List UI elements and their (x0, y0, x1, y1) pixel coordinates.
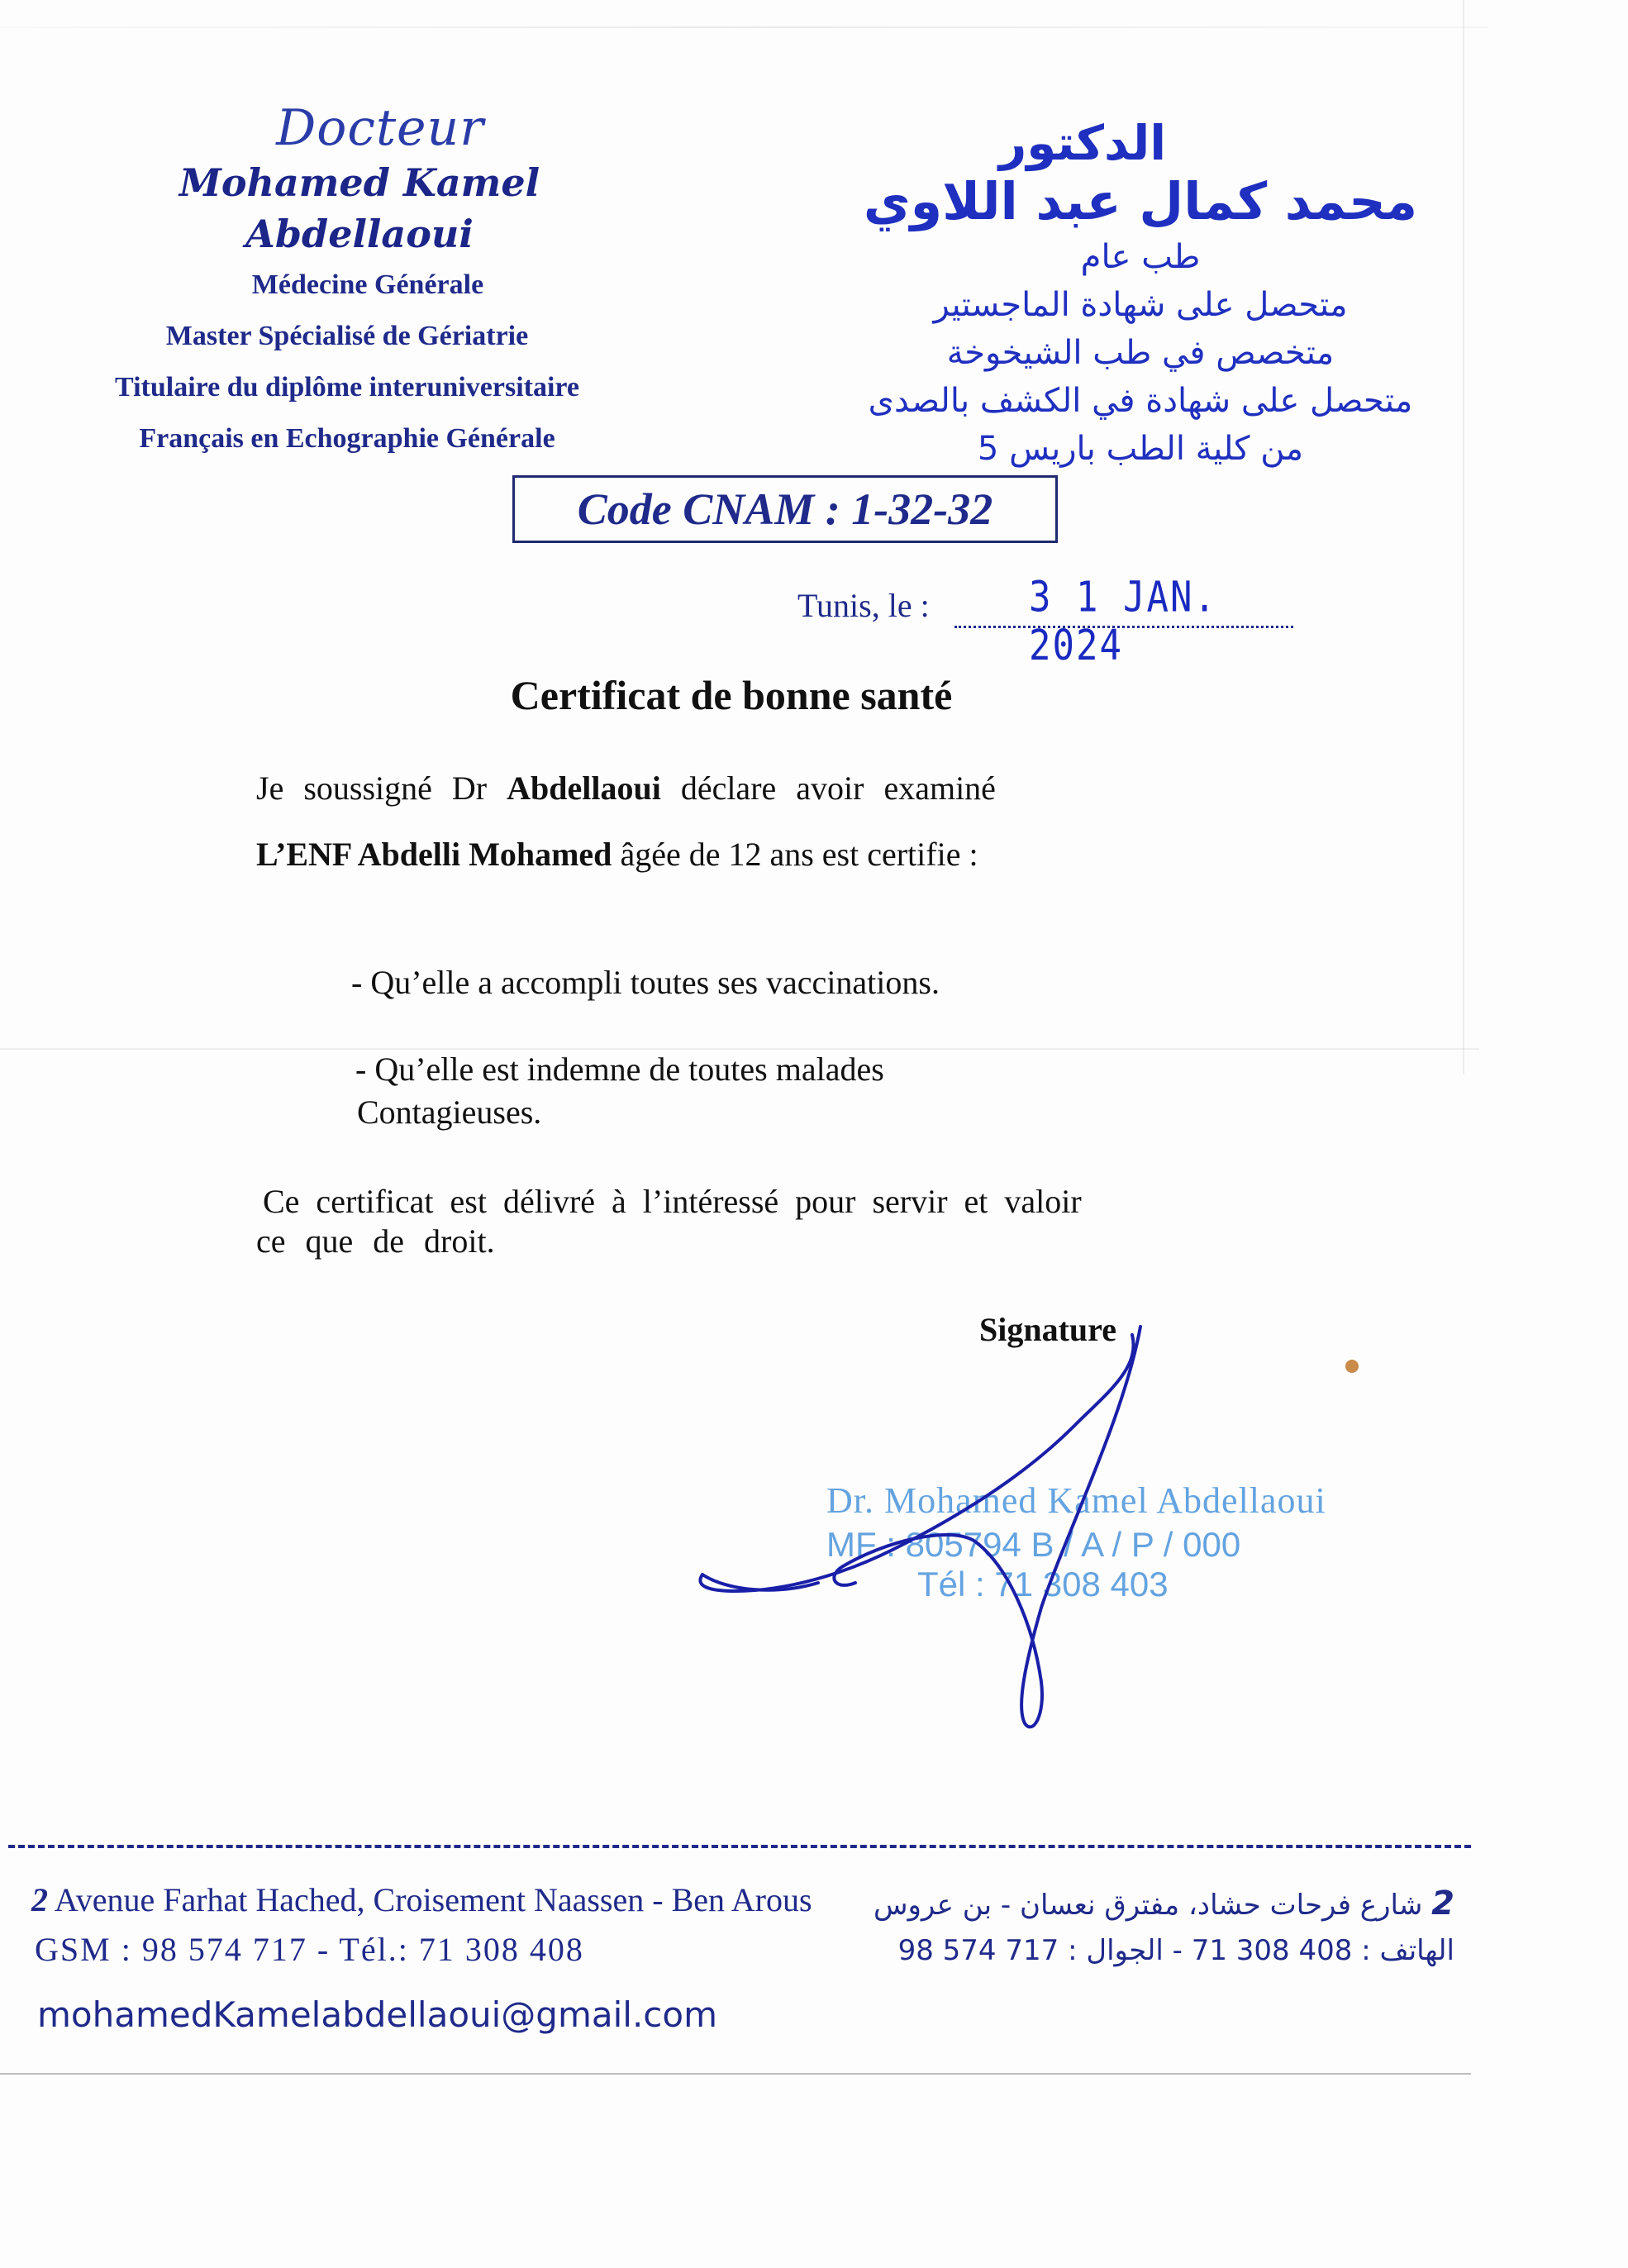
date-line (797, 573, 1326, 670)
declaration-text: déclare avoir examiné (660, 770, 996, 807)
date-label: Tunis, le : (797, 587, 930, 624)
closing-line: Ce certificat est délivré à l’intéressé pour servir et valoir (263, 1183, 1082, 1220)
certificate-title: Certificat de bonne santé (510, 672, 953, 718)
doctor-name-arabic: محمد كمال عبد اللاوي (863, 171, 1418, 231)
specialty-line: Français en Echographie Générale (139, 423, 555, 454)
stamp-mf: MF : 805794 B / A / P / 000 (826, 1525, 1241, 1564)
specialty-line-arabic: متحصل على شهادة في الكشف بالصدى (868, 382, 1413, 420)
doctor-surname: Abdellaoui (507, 770, 661, 807)
specialty-line-arabic: من كلية الطب باريس 5 (977, 430, 1304, 468)
patient-age-text: âgée de 12 ans est certifie : (612, 836, 978, 873)
doctor-title: Docteur (276, 99, 484, 157)
declaration-line (256, 769, 996, 808)
certification-item: - Qu’elle est indemne de toutes malades (355, 1051, 884, 1088)
letterhead-right-arabic (843, 116, 1438, 473)
specialty-line: Titulaire du diplôme interuniversitaire (115, 372, 579, 403)
specialty-line-arabic: متحصل على شهادة الماجستير (933, 286, 1348, 324)
closing-line: ce que de droit. (256, 1222, 495, 1260)
patient-name: L’ENF Abdelli Mohamed (256, 836, 612, 873)
certification-item: - Qu’elle a accompli toutes ses vaccinations. (351, 964, 940, 1001)
address-number: 2 (31, 1881, 48, 1918)
specialty-line-arabic: متخصص في طب الشيخوخة (946, 334, 1335, 372)
specialty-line-arabic: طب عام (1080, 238, 1201, 276)
date-stamp: 3 1 JAN. 2024 (1029, 573, 1217, 670)
handwritten-signature (678, 1318, 1173, 1748)
doctor-name: Mohamed Kamel Abdellaoui (179, 160, 540, 256)
specialty-line: Médecine Générale (251, 269, 484, 300)
footer-address-arabic (876, 1884, 1454, 1923)
stamp-name: Dr. Mohamed Kamel Abdellaoui (826, 1480, 1326, 1521)
paper-fold-bottom (0, 2073, 1471, 2075)
footer-email: mohamedKamelabdellaoui@gmail.com (37, 1994, 717, 2035)
address-text: Avenue Farhat Hached, Croisement Naassen - Ben Arous (48, 1881, 812, 1918)
letterhead-left (50, 99, 645, 465)
specialty-line: Master Spécialisé de Gériatrie (165, 321, 529, 351)
patient-line (256, 835, 978, 874)
footer-address (31, 1880, 812, 1919)
address-number-arabic: 2 (1431, 1884, 1454, 1923)
certification-item-continued: Contagieuses. (357, 1094, 542, 1131)
address-text-arabic: شارع فرحات حشاد، مفترق نعسان - بن عروس (874, 1889, 1432, 1922)
ink-blot (1345, 1360, 1359, 1373)
declaration-text: Je soussigné Dr (256, 770, 507, 807)
cnam-code-box: Code CNAM : 1-32-32 (512, 475, 1058, 543)
signature-label: Signature (979, 1311, 1116, 1348)
footer-divider (8, 1845, 1471, 1848)
paper-edge (1463, 0, 1464, 1074)
footer-phone-arabic: الهاتف : 408 308 71 - الجوال : 717 574 98 (897, 1934, 1454, 1967)
doctor-title-arabic: الدكتور (998, 115, 1167, 171)
paper-fold-top (0, 26, 1488, 28)
footer-phone: GSM : 98 574 717 - Tél.: 71 308 408 (35, 1931, 584, 1968)
stamp-phone: Tél : 71 308 403 (917, 1565, 1169, 1603)
